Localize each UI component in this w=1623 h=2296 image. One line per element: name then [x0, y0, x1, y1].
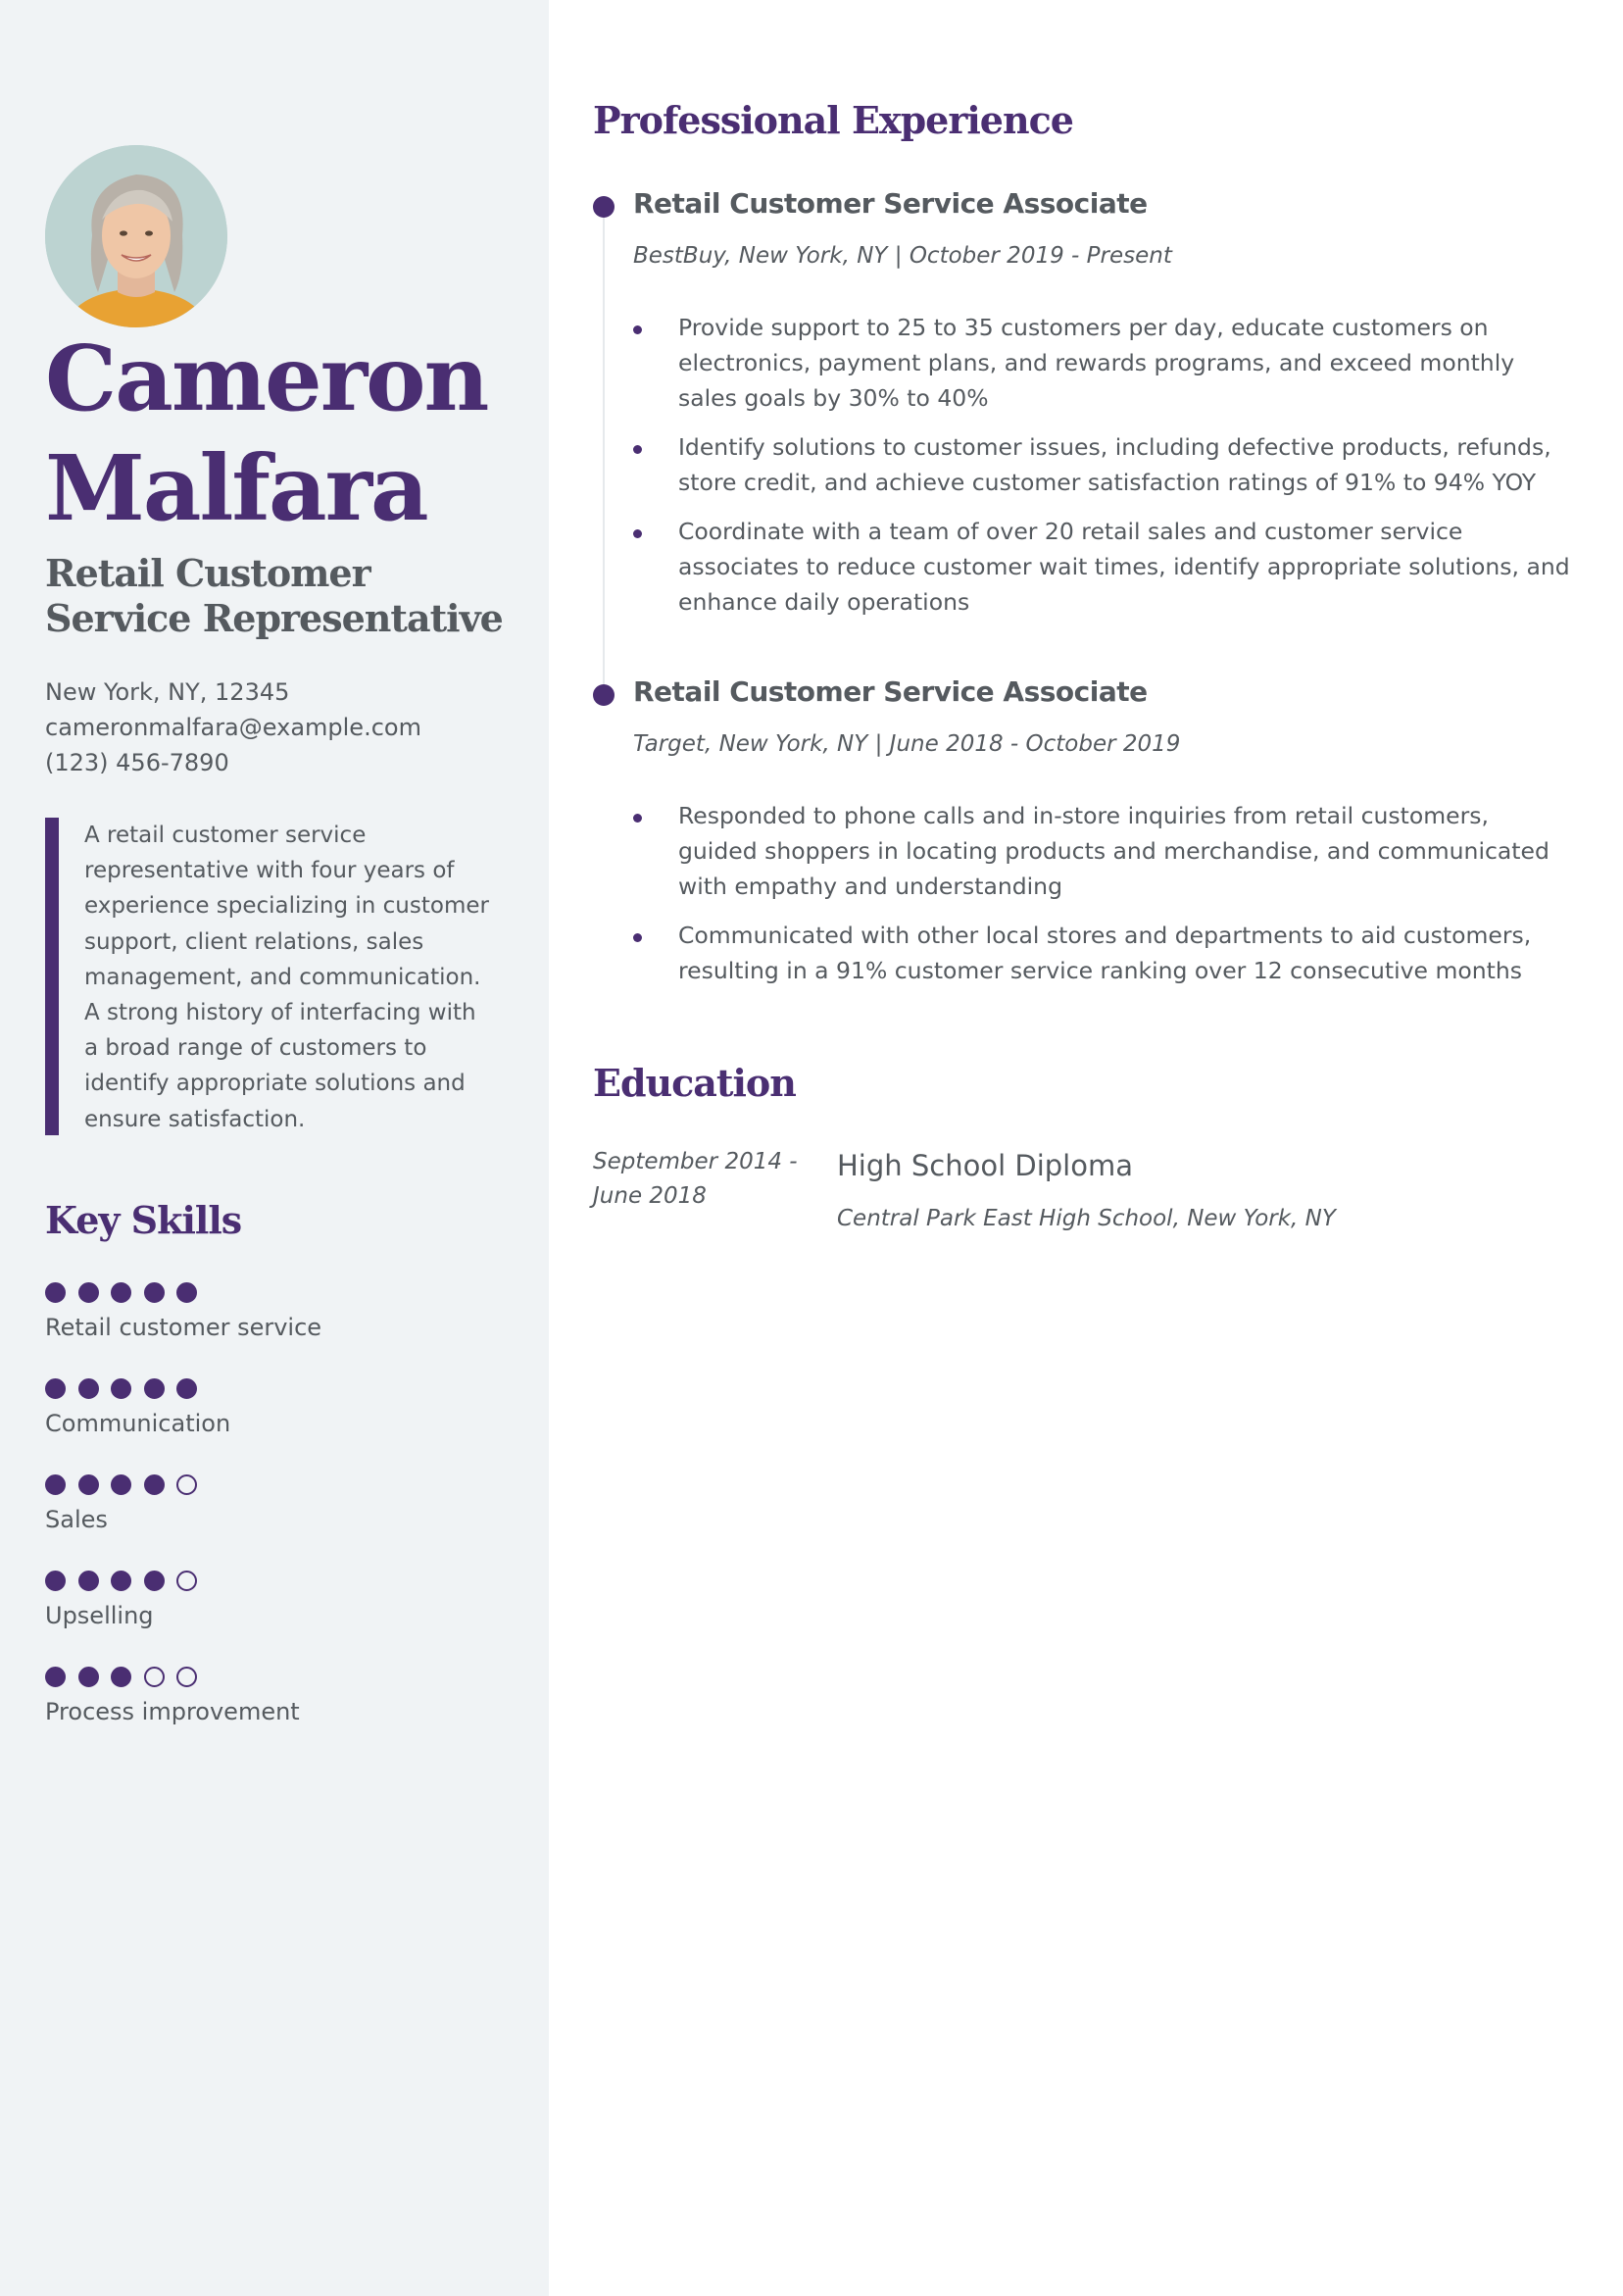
bullet-icon	[633, 325, 642, 334]
rating-dot-filled-icon	[144, 1282, 165, 1303]
bullet-text: Identify solutions to customer issues, including defective products, refunds, store credit, and achieve customer satisfaction ratings of 91% to 94% YOY	[678, 433, 1551, 496]
rating-dot-empty-icon	[176, 1667, 197, 1687]
education-degree: High School Diploma	[837, 1149, 1133, 1182]
person-portrait-icon	[45, 145, 227, 327]
rating-dot-filled-icon	[45, 1378, 66, 1399]
rating-dot-filled-icon	[78, 1474, 99, 1495]
skills-list	[45, 1282, 516, 1763]
job-bullets	[633, 798, 1574, 1002]
sidebar	[0, 0, 549, 2296]
rating-dot-filled-icon	[111, 1282, 131, 1303]
skill-item	[45, 1378, 516, 1474]
rating-dot-filled-icon	[176, 1378, 197, 1399]
skill-item	[45, 1571, 516, 1667]
bullet-item	[633, 918, 1574, 988]
education-heading: Education	[593, 1061, 796, 1105]
rating-dot-filled-icon	[45, 1571, 66, 1591]
bullet-text: Responded to phone calls and in-store inquiries from retail customers, guided shoppers in locating products and merchandise, and communicated with empathy and understanding	[678, 802, 1549, 900]
skill-name: Sales	[45, 1506, 108, 1533]
rating-dot-filled-icon	[111, 1378, 131, 1399]
rating-dot-empty-icon	[176, 1474, 197, 1495]
timeline-marker-icon	[593, 196, 615, 218]
timeline-line	[603, 204, 605, 684]
bullet-text: Coordinate with a team of over 20 retail sales and customer service associates to reduce customer wait times, identify appropriate solutions, and enhance daily operations	[678, 518, 1570, 616]
first-name: Cameron	[45, 325, 488, 431]
experience-heading: Professional Experience	[593, 98, 1073, 142]
bullet-icon	[633, 529, 642, 538]
bullet-icon	[633, 814, 642, 823]
skill-name: Upselling	[45, 1602, 154, 1629]
bullet-item	[633, 429, 1574, 500]
email[interactable]: cameronmalfara@example.com	[45, 714, 421, 741]
skill-name: Retail customer service	[45, 1314, 322, 1341]
phone[interactable]: (123) 456-7890	[45, 749, 229, 776]
bullet-text: Provide support to 25 to 35 customers per day, educate customers on electronics, payment plans, and rewards programs, and exceed monthly sales goals by 30% to 40%	[678, 314, 1515, 412]
bullet-icon	[633, 445, 642, 454]
rating-dot-filled-icon	[111, 1667, 131, 1687]
rating-dot-filled-icon	[144, 1378, 165, 1399]
rating-dot-filled-icon	[78, 1571, 99, 1591]
skill-name: Process improvement	[45, 1698, 300, 1725]
last-name: Malfara	[45, 435, 427, 541]
skills-heading: Key Skills	[45, 1198, 242, 1242]
rating-dot-empty-icon	[144, 1667, 165, 1687]
education-school: Central Park East High School, New York, NY	[837, 1206, 1336, 1231]
bullet-text: Communicated with other local stores and departments to aid customers, resulting in a 91% customer service ranking over 12 consecutive months	[678, 922, 1532, 984]
rating-dot-filled-icon	[78, 1378, 99, 1399]
rating-dot-filled-icon	[144, 1474, 165, 1495]
rating-dot-filled-icon	[45, 1667, 66, 1687]
rating-dot-filled-icon	[176, 1282, 197, 1303]
profile-photo	[45, 145, 227, 327]
bullet-icon	[633, 933, 642, 942]
skill-rating	[45, 1474, 516, 1496]
rating-dot-filled-icon	[111, 1474, 131, 1495]
job-role: Retail Customer Service Associate	[633, 187, 1148, 220]
profile-summary: A retail customer service representative with four years of experience specializing in customer support, client relations, sales management, and communication. A strong history of interfacing with a broad range of customers to identify appropriate solutions and ensure satisfaction.	[45, 818, 496, 1135]
address: New York, NY, 12345	[45, 678, 290, 706]
skill-rating	[45, 1667, 516, 1688]
job-title: Retail Customer Service Representative	[45, 551, 503, 640]
full-name	[45, 324, 535, 543]
rating-dot-filled-icon	[45, 1282, 66, 1303]
bullet-item	[633, 514, 1574, 620]
skill-rating	[45, 1378, 516, 1400]
rating-dot-filled-icon	[45, 1474, 66, 1495]
job-meta: BestBuy, New York, NY | October 2019 - Present	[633, 243, 1172, 269]
rating-dot-empty-icon	[176, 1571, 197, 1591]
timeline-marker-icon	[593, 684, 615, 706]
rating-dot-filled-icon	[78, 1667, 99, 1687]
bullet-item	[633, 798, 1574, 904]
rating-dot-filled-icon	[111, 1571, 131, 1591]
rating-dot-filled-icon	[144, 1571, 165, 1591]
skill-item	[45, 1667, 516, 1763]
skill-name: Communication	[45, 1410, 231, 1437]
skill-item	[45, 1282, 516, 1378]
skill-rating	[45, 1282, 516, 1304]
skill-rating	[45, 1571, 516, 1592]
job-role: Retail Customer Service Associate	[633, 675, 1148, 708]
rating-dot-filled-icon	[78, 1282, 99, 1303]
job-meta: Target, New York, NY | June 2018 - October 2019	[633, 731, 1181, 757]
education-dates: September 2014 - June 2018	[593, 1149, 798, 1209]
contact-info	[45, 674, 516, 780]
bullet-item	[633, 310, 1574, 416]
skill-item	[45, 1474, 516, 1571]
job-bullets	[633, 310, 1574, 633]
